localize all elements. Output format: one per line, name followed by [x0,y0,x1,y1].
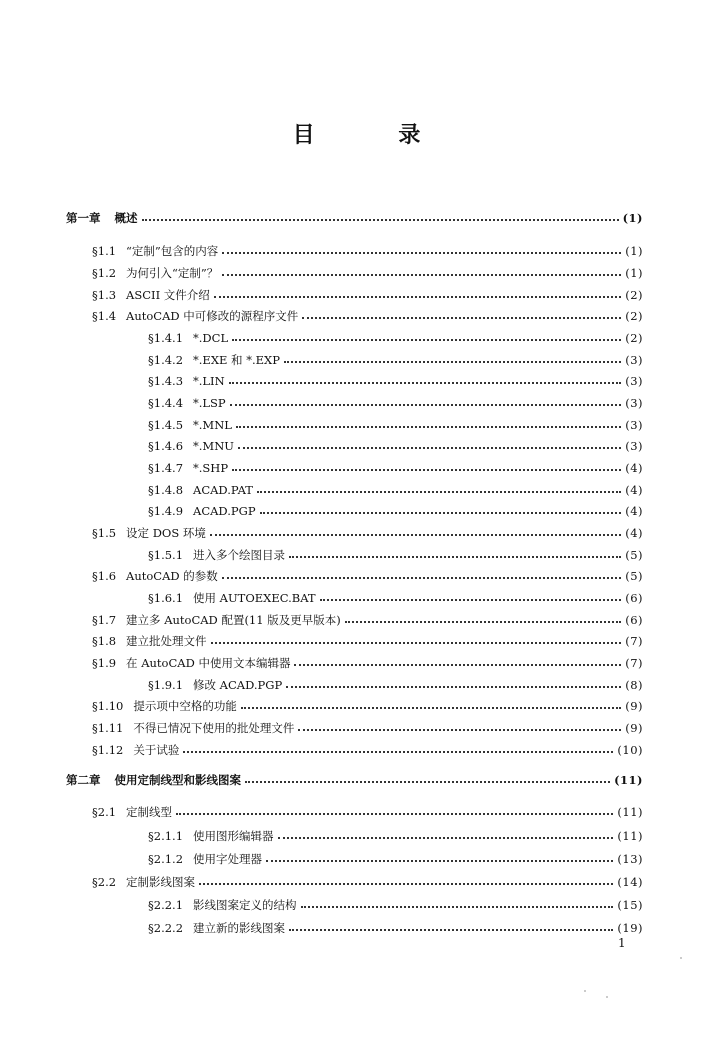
toc-row[interactable] [92,260,643,280]
dot-leader [284,347,621,363]
toc-row[interactable] [148,347,643,367]
dot-leader [278,823,614,839]
toc-row[interactable] [148,846,643,866]
toc-row[interactable] [92,238,643,258]
toc-page-ref: (4) [625,504,643,518]
toc-section-number: §1.4.3 [148,374,184,388]
toc-section-number: §1.4.1 [148,331,184,345]
toc-section-number: §2.1 [92,805,117,819]
toc-section-number: §1.4.9 [148,504,184,518]
toc-section-title: 修改 ACAD.PGP [193,678,283,692]
dot-leader [229,368,622,384]
dot-leader [289,542,621,558]
toc-row[interactable] [148,368,643,388]
toc-page-ref: (5) [625,548,643,562]
dot-leader [142,205,619,221]
dot-leader [289,915,613,931]
toc-section-number: §1.10 [92,699,124,713]
toc-row[interactable] [92,628,643,648]
dot-leader [236,412,621,428]
toc-section-number: §1.9.1 [148,678,184,692]
toc-page-ref: (1) [622,211,643,225]
toc-chapter-row[interactable] [66,205,643,225]
toc-section-number: §1.3 [92,288,117,302]
toc-section-title: 建立新的影线图案 [193,921,286,935]
toc-page-ref: (9) [625,699,643,713]
toc-section-number: §1.4 [92,309,117,323]
toc-page-ref: (2) [625,331,643,345]
dot-leader [245,767,610,783]
toc-row[interactable] [92,520,643,540]
toc-page-ref: (3) [625,439,643,453]
toc-page-ref: (2) [625,309,643,323]
toc-section-number: §1.11 [92,721,124,735]
dot-leader [286,672,621,688]
toc-page-ref: (11) [617,829,643,843]
toc-section-number: §1.4.2 [148,353,184,367]
dot-leader [222,260,621,276]
toc-section-title: ACAD.PAT [193,483,253,497]
toc-section-number: §2.2.2 [148,921,184,935]
toc-row[interactable] [92,563,643,583]
toc-section-title: 影线图案定义的结构 [193,898,297,912]
toc-section-title: 使用字处理器 [193,852,263,866]
toc-page-ref: (9) [625,721,643,735]
toc-section-title: *.EXE 和 *.EXP [193,353,280,367]
toc-section-number: §1.6.1 [148,591,184,605]
dot-leader [301,892,614,908]
dot-leader [214,282,621,298]
dot-leader [232,455,621,471]
toc-section-number: §2.1.2 [148,852,184,866]
dot-leader [294,650,621,666]
toc-section-number: 第一章 [66,211,101,225]
toc-section-title: 设定 DOS 环境 [126,526,206,540]
toc-page-ref: (3) [625,353,643,367]
toc-row[interactable] [92,650,643,670]
toc-section-title: ACAD.PGP [193,504,256,518]
toc-section-title: 使用 AUTOEXEC.BAT [193,591,316,605]
toc-section-title: 不得已情况下使用的批处理文件 [133,721,295,735]
toc-section-number: §1.5 [92,526,117,540]
toc-row[interactable] [92,737,643,757]
toc-section-number: §1.4.6 [148,439,184,453]
toc-section-title: *.LIN [193,374,225,388]
toc-section-title: 在 AutoCAD 中使用文本编辑器 [126,656,291,670]
toc-page-ref: (1) [625,244,643,258]
toc-section-number: §1.2 [92,266,117,280]
toc-section-number: §1.5.1 [148,548,184,562]
toc-row[interactable] [92,799,643,819]
toc-page-ref: (14) [617,875,643,889]
toc-row[interactable] [148,477,643,497]
toc-section-title: *.SHP [193,461,229,475]
toc-section-number: §1.4.8 [148,483,184,497]
dot-leader [210,520,621,536]
toc-row[interactable] [92,869,643,889]
toc-section-title: 使用定制线型和影线图案 [114,773,241,787]
toc-section-title: 为何引入“定制”？ [126,266,219,280]
toc-section-number: §1.4.4 [148,396,184,410]
toc-section-number: §1.7 [92,613,117,627]
toc-page-ref: (15) [617,898,643,912]
toc-page-ref: (11) [614,773,643,787]
dot-leader [266,846,613,862]
toc-chapter-row[interactable] [66,767,643,787]
toc-section-number: §1.6 [92,569,117,583]
scan-speck [584,990,586,992]
toc-row[interactable] [148,390,643,410]
toc-section-number: §1.9 [92,656,117,670]
toc-page-ref: (1) [625,266,643,280]
toc-row[interactable] [148,412,643,432]
dot-leader [211,628,622,644]
dot-leader [183,737,613,753]
toc-row[interactable] [92,282,643,302]
page-number: 1 [618,936,626,950]
toc-row[interactable] [92,693,643,713]
toc-section-title: *.MNU [193,439,234,453]
toc-page-ref: (3) [625,396,643,410]
toc-row[interactable] [148,892,643,912]
dot-leader [345,607,622,623]
toc-page-ref: (10) [617,743,643,757]
toc-section-number: §2.2 [92,875,117,889]
scan-speck [680,957,682,959]
toc-section-title: AutoCAD 的参数 [126,569,218,583]
toc-section-title: 使用图形编辑器 [193,829,274,843]
dot-leader [230,390,622,406]
toc-page-ref: (2) [625,288,643,302]
toc-section-title: ASCII 文件介绍 [126,288,210,302]
toc-section-title: 进入多个绘图目录 [193,548,286,562]
dot-leader [298,715,621,731]
toc-section-number: §1.8 [92,634,117,648]
toc-page-ref: (3) [625,418,643,432]
page-title: 目 录 [292,122,459,148]
toc-row[interactable] [92,303,643,323]
toc-section-number: §1.4.5 [148,418,184,432]
dot-leader [241,693,621,709]
toc-row[interactable] [148,542,643,562]
dot-leader [176,799,613,815]
toc-row[interactable] [148,325,643,345]
toc-page-ref: (4) [625,461,643,475]
toc-section-title: *.LSP [193,396,226,410]
toc-row[interactable] [92,715,643,735]
toc-page-ref: (5) [625,569,643,583]
toc-section-number: §1.1 [92,244,117,258]
toc-row[interactable] [148,498,643,518]
toc-page-ref: (8) [625,678,643,692]
toc-section-number: 第二章 [66,773,101,787]
toc-page-ref: (6) [625,591,643,605]
toc-section-title: 定制线型 [126,805,173,819]
dot-leader [199,869,613,885]
toc-section-title: *.DCL [193,331,229,345]
toc-section-title: *.MNL [193,418,232,432]
toc-section-title: 建立批处理文件 [126,634,207,648]
dot-leader [302,303,621,319]
dot-leader [260,498,622,514]
toc-page-ref: (19) [617,921,643,935]
toc-row[interactable] [92,607,643,627]
toc-row[interactable] [148,585,643,605]
dot-leader [232,325,621,341]
toc-section-number: §1.12 [92,743,124,757]
toc-row[interactable] [148,672,643,692]
dot-leader [257,477,621,493]
toc-section-number: §1.4.7 [148,461,184,475]
dot-leader [238,433,621,449]
toc-row[interactable] [148,455,643,475]
toc-row[interactable] [148,433,643,453]
toc-section-title: 概述 [114,211,138,225]
dot-leader [222,238,621,254]
toc-page-ref: (4) [625,526,643,540]
toc-section-number: §2.1.1 [148,829,184,843]
toc-section-number: §2.2.1 [148,898,184,912]
toc-page-ref: (7) [625,634,643,648]
toc-page-ref: (13) [617,852,643,866]
toc-section-title: 提示项中空格的功能 [133,699,237,713]
dot-leader [222,563,621,579]
toc-page-ref: (6) [625,613,643,627]
toc-section-title: 关于试验 [133,743,180,757]
toc-row[interactable] [148,915,643,935]
dot-leader [320,585,622,601]
toc-section-title: “定制”包含的内容 [126,244,219,258]
toc-page-ref: (11) [617,805,643,819]
toc-row[interactable] [148,823,643,843]
scan-speck [606,996,608,998]
toc-section-title: 建立多 AutoCAD 配置(11 版及更早版本) [126,613,341,627]
toc-section-title: AutoCAD 中可修改的源程序文件 [126,309,299,323]
toc-page-ref: (4) [625,483,643,497]
toc-page-ref: (7) [625,656,643,670]
toc-section-title: 定制影线图案 [126,875,196,889]
toc-page-ref: (3) [625,374,643,388]
